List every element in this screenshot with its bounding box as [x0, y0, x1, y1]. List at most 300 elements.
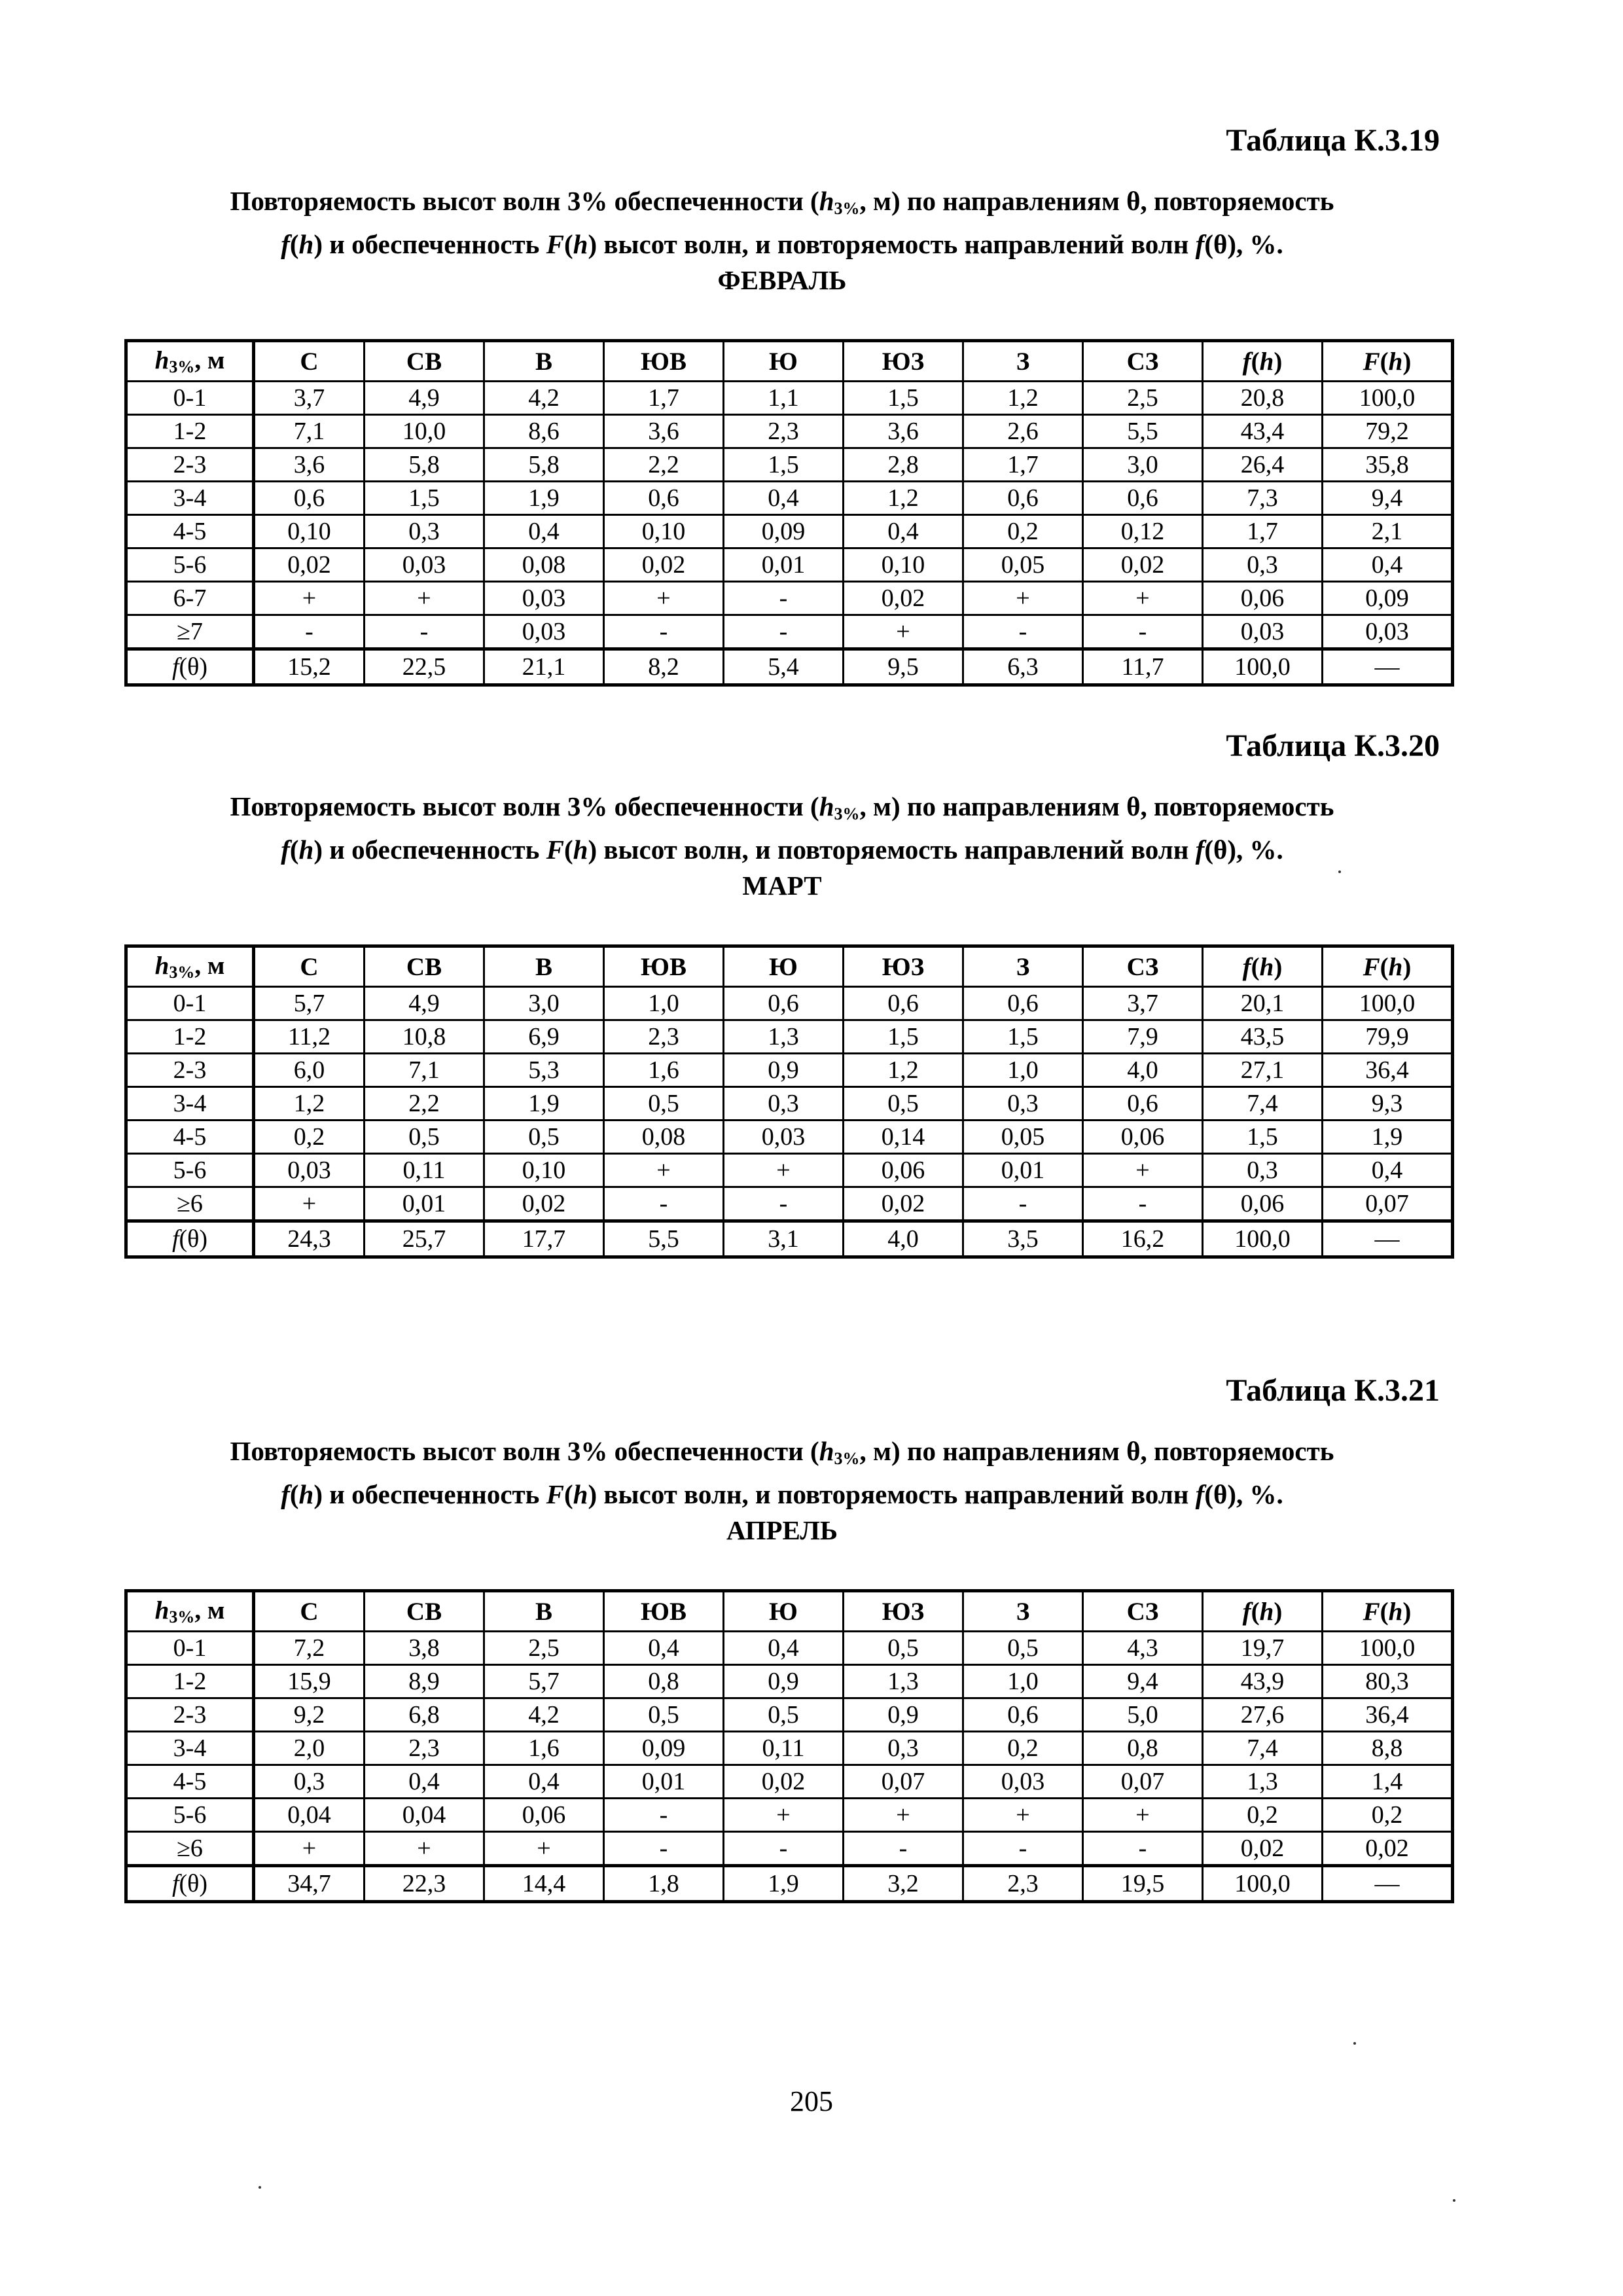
- table-cell: 1,5: [963, 1020, 1083, 1054]
- table-cell: 0,4: [1323, 1154, 1453, 1187]
- table-cell: 0,09: [604, 1732, 724, 1765]
- table-cell: 100,0: [1323, 987, 1453, 1020]
- table-cell: -: [844, 1832, 963, 1866]
- table-caption-line-1: Повторяемость высот волн 3% обеспеченности ($h_{3\%}$, м) по направлениям θ, повторяемость: [230, 186, 1334, 218]
- row-label: 3-4: [126, 1732, 254, 1765]
- table-cell: -: [963, 615, 1083, 649]
- table-row: [126, 1121, 1453, 1154]
- table-cell: 3,6: [254, 448, 365, 482]
- table-cell: 0,03: [365, 548, 484, 582]
- row-label: 3-4: [126, 1087, 254, 1121]
- table-cell: 100,0: [1323, 1632, 1453, 1665]
- footer-cell: 4,0: [844, 1221, 963, 1257]
- column-header: Ю: [724, 1591, 844, 1632]
- row-label: 4-5: [126, 515, 254, 548]
- table-cell: 0,5: [365, 1121, 484, 1154]
- table-row: [126, 548, 1453, 582]
- table-label: Таблица К.3.19: [1226, 123, 1440, 158]
- column-header: ЮВ: [604, 341, 724, 382]
- table-cell: 1,4: [1323, 1765, 1453, 1799]
- table-cell: 0,4: [484, 1765, 604, 1799]
- table-cell: 0,02: [484, 1187, 604, 1221]
- header-height-range: $h_{3\%}$, м: [126, 946, 254, 987]
- table-cell: 0,02: [604, 548, 724, 582]
- table-cell: 2,5: [1083, 382, 1203, 415]
- page-number: 205: [790, 2085, 833, 2117]
- header-height-range: $h_{3\%}$, м: [126, 341, 254, 382]
- table-cell: 10,0: [365, 415, 484, 448]
- footer-cell: 5,5: [604, 1221, 724, 1257]
- table-cell: 0,07: [844, 1765, 963, 1799]
- table-cell: 36,4: [1323, 1054, 1453, 1087]
- table-cell: 0,12: [1083, 515, 1203, 548]
- column-header: СЗ: [1083, 1591, 1203, 1632]
- column-header: F(h): [1323, 946, 1453, 987]
- footer-cell: 34,7: [254, 1866, 365, 1902]
- table-cell: 2,3: [724, 415, 844, 448]
- table-row: [126, 987, 1453, 1020]
- table-cell: 0,08: [604, 1121, 724, 1154]
- table-cell: 0,09: [1323, 582, 1453, 615]
- table-month: АПРЕЛЬ: [726, 1515, 838, 1545]
- table-cell: 0,6: [963, 482, 1083, 515]
- table-cell: 80,3: [1323, 1665, 1453, 1698]
- column-header: F(h): [1323, 341, 1453, 382]
- table-cell: -: [724, 582, 844, 615]
- table-block-k-3-20: [124, 726, 1440, 1259]
- table-cell: 0,11: [365, 1154, 484, 1187]
- table-cell: 0,2: [1323, 1799, 1453, 1832]
- table-row: [126, 1732, 1453, 1765]
- table-cell: +: [844, 615, 963, 649]
- table-cell: 8,8: [1323, 1732, 1453, 1765]
- column-header: СВ: [365, 1591, 484, 1632]
- table-label: Таблица К.3.21: [1226, 1373, 1440, 1408]
- table-cell: 7,2: [254, 1632, 365, 1665]
- table-cell: +: [724, 1154, 844, 1187]
- table-row: [126, 1187, 1453, 1221]
- table-cell: 0,06: [1203, 582, 1323, 615]
- row-label: 5-6: [126, 1799, 254, 1832]
- table-cell: +: [604, 582, 724, 615]
- footer-label: f(θ): [126, 649, 254, 685]
- table-cell: +: [365, 1832, 484, 1866]
- table-row: [126, 1054, 1453, 1087]
- row-label: 6-7: [126, 582, 254, 615]
- column-header: В: [484, 946, 604, 987]
- table-cell: 7,4: [1203, 1732, 1323, 1765]
- table-block-k-3-21: [124, 1371, 1440, 1903]
- table-cell: +: [365, 582, 484, 615]
- footer-cell: 24,3: [254, 1221, 365, 1257]
- table-row: [126, 1665, 1453, 1698]
- footer-cell: 2,3: [963, 1866, 1083, 1902]
- footer-cell: 25,7: [365, 1221, 484, 1257]
- table-cell: 1,1: [724, 382, 844, 415]
- table-cell: 0,01: [365, 1187, 484, 1221]
- table-cell: +: [963, 582, 1083, 615]
- table-cell: 1,5: [844, 1020, 963, 1054]
- table-cell: 0,6: [724, 987, 844, 1020]
- table-cell: -: [724, 1832, 844, 1866]
- row-label: 3-4: [126, 482, 254, 515]
- table-cell: 2,1: [1323, 515, 1453, 548]
- table-cell: 0,3: [1203, 1154, 1323, 1187]
- table-cell: 0,5: [844, 1087, 963, 1121]
- row-label: ≥7: [126, 615, 254, 649]
- footer-cell: 9,5: [844, 649, 963, 685]
- table-cell: 0,03: [724, 1121, 844, 1154]
- column-header: СВ: [365, 341, 484, 382]
- column-header: С: [254, 1591, 365, 1632]
- table-row: [126, 482, 1453, 515]
- table-cell: 0,2: [963, 1732, 1083, 1765]
- column-header: З: [963, 1591, 1083, 1632]
- table-cell: 0,2: [963, 515, 1083, 548]
- table-label: Таблица К.3.20: [1226, 728, 1440, 763]
- table-cell: 5,0: [1083, 1698, 1203, 1732]
- table-cell: 0,03: [1203, 615, 1323, 649]
- table-cell: 19,7: [1203, 1632, 1323, 1665]
- table-cell: 35,8: [1323, 448, 1453, 482]
- table-block-k-3-19: [124, 121, 1440, 687]
- table-cell: 0,4: [484, 515, 604, 548]
- table-month: ФЕВРАЛЬ: [717, 265, 847, 295]
- table-cell: +: [1083, 582, 1203, 615]
- table-cell: 1,0: [604, 987, 724, 1020]
- table-cell: 0,08: [484, 548, 604, 582]
- table-row: [126, 515, 1453, 548]
- footer-cell: 100,0: [1203, 1221, 1323, 1257]
- table-cell: 43,9: [1203, 1665, 1323, 1698]
- table-cell: 43,4: [1203, 415, 1323, 448]
- row-label: 2-3: [126, 1054, 254, 1087]
- footer-cell: —: [1323, 1221, 1453, 1257]
- table-cell: 0,2: [1203, 1799, 1323, 1832]
- table-cell: 20,1: [1203, 987, 1323, 1020]
- table-cell: 0,4: [844, 515, 963, 548]
- table-cell: +: [1083, 1799, 1203, 1832]
- table-cell: -: [1083, 1832, 1203, 1866]
- table-cell: +: [1083, 1154, 1203, 1187]
- table-cell: +: [254, 1832, 365, 1866]
- table-cell: 100,0: [1323, 382, 1453, 415]
- table-cell: 1,9: [1323, 1121, 1453, 1154]
- scan-speck: [1338, 870, 1341, 873]
- footer-cell: 19,5: [1083, 1866, 1203, 1902]
- table-cell: 0,5: [604, 1087, 724, 1121]
- table-cell: 0,14: [844, 1121, 963, 1154]
- table-cell: 1,3: [1203, 1765, 1323, 1799]
- table-cell: 4,0: [1083, 1054, 1203, 1087]
- footer-cell: 5,4: [724, 649, 844, 685]
- table-cell: 0,01: [963, 1154, 1083, 1187]
- table-cell: -: [604, 1187, 724, 1221]
- table-cell: 79,9: [1323, 1020, 1453, 1054]
- table-cell: 0,5: [724, 1698, 844, 1732]
- table-caption-line-1: Повторяемость высот волн 3% обеспеченности ($h_{3\%}$, м) по направлениям θ, повторяемость: [230, 791, 1334, 823]
- table-cell: 0,4: [604, 1632, 724, 1665]
- table-cell: 0,3: [365, 515, 484, 548]
- table-cell: 1,7: [1203, 515, 1323, 548]
- column-header: З: [963, 946, 1083, 987]
- table-cell: 0,10: [604, 515, 724, 548]
- table-cell: 10,8: [365, 1020, 484, 1054]
- table-cell: 3,7: [1083, 987, 1203, 1020]
- footer-cell: 16,2: [1083, 1221, 1203, 1257]
- table-cell: 1,3: [844, 1665, 963, 1698]
- table-cell: -: [724, 615, 844, 649]
- table-cell: 3,8: [365, 1632, 484, 1665]
- table-cell: 4,2: [484, 382, 604, 415]
- table-cell: 5,5: [1083, 415, 1203, 448]
- table-cell: 0,02: [724, 1765, 844, 1799]
- scan-speck: [259, 2186, 261, 2189]
- table-cell: +: [254, 1187, 365, 1221]
- table-cell: 4,9: [365, 382, 484, 415]
- row-label: 1-2: [126, 415, 254, 448]
- table-cell: 0,07: [1083, 1765, 1203, 1799]
- table-cell: -: [604, 1832, 724, 1866]
- table-cell: 0,9: [724, 1665, 844, 1698]
- table-cell: 0,02: [1203, 1832, 1323, 1866]
- footer-label: f(θ): [126, 1866, 254, 1902]
- table-cell: 7,9: [1083, 1020, 1203, 1054]
- table-cell: 2,3: [604, 1020, 724, 1054]
- footer-label: f(θ): [126, 1221, 254, 1257]
- table-cell: 0,05: [963, 1121, 1083, 1154]
- table-cell: 1,2: [254, 1087, 365, 1121]
- table-cell: 8,9: [365, 1665, 484, 1698]
- table-cell: 0,4: [365, 1765, 484, 1799]
- table-cell: 9,4: [1083, 1665, 1203, 1698]
- column-header: В: [484, 1591, 604, 1632]
- wave-height-table: [124, 944, 1454, 1259]
- table-cell: 0,10: [254, 515, 365, 548]
- table-cell: 4,2: [484, 1698, 604, 1732]
- table-cell: 0,01: [604, 1765, 724, 1799]
- table-cell: -: [604, 1799, 724, 1832]
- table-row: [126, 1698, 1453, 1732]
- footer-cell: 3,5: [963, 1221, 1083, 1257]
- table-cell: 0,03: [484, 615, 604, 649]
- table-cell: 0,5: [604, 1698, 724, 1732]
- table-cell: 0,8: [604, 1665, 724, 1698]
- table-cell: 9,3: [1323, 1087, 1453, 1121]
- table-cell: 0,6: [604, 482, 724, 515]
- table-cell: 0,9: [844, 1698, 963, 1732]
- table-cell: 1,2: [963, 382, 1083, 415]
- table-cell: 0,3: [1203, 548, 1323, 582]
- table-cell: 0,04: [365, 1799, 484, 1832]
- table-cell: 4,3: [1083, 1632, 1203, 1665]
- table-cell: 0,03: [254, 1154, 365, 1187]
- table-cell: 0,04: [254, 1799, 365, 1832]
- table-cell: 0,03: [484, 582, 604, 615]
- table-cell: 0,5: [844, 1632, 963, 1665]
- table-cell: +: [604, 1154, 724, 1187]
- table-cell: 0,06: [484, 1799, 604, 1832]
- footer-cell: 100,0: [1203, 649, 1323, 685]
- footer-cell: 22,3: [365, 1866, 484, 1902]
- table-cell: 2,2: [365, 1087, 484, 1121]
- row-label: 2-3: [126, 1698, 254, 1732]
- table-cell: 1,9: [484, 482, 604, 515]
- footer-cell: 21,1: [484, 649, 604, 685]
- row-label: ≥6: [126, 1832, 254, 1866]
- table-row: [126, 382, 1453, 415]
- table-cell: 1,0: [963, 1054, 1083, 1087]
- table-cell: 2,3: [365, 1732, 484, 1765]
- table-cell: 0,6: [1083, 1087, 1203, 1121]
- table-cell: 0,9: [724, 1054, 844, 1087]
- row-label: 5-6: [126, 548, 254, 582]
- footer-cell: 100,0: [1203, 1866, 1323, 1902]
- footer-row: [126, 1866, 1453, 1902]
- table-cell: 36,4: [1323, 1698, 1453, 1732]
- column-header: В: [484, 341, 604, 382]
- table-cell: 3,7: [254, 382, 365, 415]
- table-cell: 0,6: [1083, 482, 1203, 515]
- table-cell: -: [1083, 615, 1203, 649]
- table-caption-line-2: f(h) и обеспеченность F(h) высот волн, и повторяемость направлений волн f(θ), %.: [281, 1479, 1283, 1509]
- table-cell: 3,6: [604, 415, 724, 448]
- table-cell: 79,2: [1323, 415, 1453, 448]
- table-cell: 0,3: [963, 1087, 1083, 1121]
- table-cell: 4,9: [365, 987, 484, 1020]
- table-cell: +: [484, 1832, 604, 1866]
- table-cell: 5,8: [484, 448, 604, 482]
- table-cell: 0,03: [963, 1765, 1083, 1799]
- table-cell: 1,5: [365, 482, 484, 515]
- table-cell: 8,6: [484, 415, 604, 448]
- row-label: 4-5: [126, 1121, 254, 1154]
- table-cell: 0,4: [1323, 548, 1453, 582]
- table-cell: 7,1: [365, 1054, 484, 1087]
- footer-cell: 17,7: [484, 1221, 604, 1257]
- table-cell: 3,0: [1083, 448, 1203, 482]
- table-row: [126, 582, 1453, 615]
- table-cell: 0,02: [844, 1187, 963, 1221]
- table-cell: 0,02: [1083, 548, 1203, 582]
- column-header: С: [254, 946, 365, 987]
- table-cell: 9,2: [254, 1698, 365, 1732]
- wave-height-table: [124, 339, 1454, 687]
- column-header: f(h): [1203, 1591, 1323, 1632]
- table-cell: 0,05: [963, 548, 1083, 582]
- column-header: ЮВ: [604, 946, 724, 987]
- table-cell: 1,2: [844, 482, 963, 515]
- column-header: ЮВ: [604, 1591, 724, 1632]
- row-label: 4-5: [126, 1765, 254, 1799]
- table-cell: 27,1: [1203, 1054, 1323, 1087]
- table-cell: 9,4: [1323, 482, 1453, 515]
- table-cell: 6,8: [365, 1698, 484, 1732]
- table-cell: +: [724, 1799, 844, 1832]
- table-cell: 0,10: [844, 548, 963, 582]
- table-cell: -: [963, 1832, 1083, 1866]
- table-cell: +: [844, 1799, 963, 1832]
- table-cell: 0,6: [963, 987, 1083, 1020]
- table-cell: 7,3: [1203, 482, 1323, 515]
- table-cell: 0,11: [724, 1732, 844, 1765]
- column-header: СЗ: [1083, 341, 1203, 382]
- table-cell: 0,4: [724, 1632, 844, 1665]
- footer-cell: 1,9: [724, 1866, 844, 1902]
- footer-row: [126, 1221, 1453, 1257]
- row-label: 1-2: [126, 1020, 254, 1054]
- table-cell: 0,3: [254, 1765, 365, 1799]
- table-cell: 0,03: [1323, 615, 1453, 649]
- table-cell: 0,02: [844, 582, 963, 615]
- footer-cell: 14,4: [484, 1866, 604, 1902]
- table-cell: 0,6: [963, 1698, 1083, 1732]
- footer-cell: 11,7: [1083, 649, 1203, 685]
- table-cell: 1,7: [963, 448, 1083, 482]
- table-cell: 0,06: [1083, 1121, 1203, 1154]
- table-cell: 5,3: [484, 1054, 604, 1087]
- table-cell: 1,0: [963, 1665, 1083, 1698]
- table-cell: 0,06: [844, 1154, 963, 1187]
- table-cell: +: [254, 582, 365, 615]
- table-cell: 20,8: [1203, 382, 1323, 415]
- table-cell: 43,5: [1203, 1020, 1323, 1054]
- table-cell: 0,6: [844, 987, 963, 1020]
- table-cell: 0,2: [254, 1121, 365, 1154]
- table-cell: 0,02: [254, 548, 365, 582]
- table-cell: 3,6: [844, 415, 963, 448]
- footer-cell: 1,8: [604, 1866, 724, 1902]
- column-header: Ю: [724, 946, 844, 987]
- table-cell: 0,4: [724, 482, 844, 515]
- table-cell: 0,5: [484, 1121, 604, 1154]
- table-cell: 1,9: [484, 1087, 604, 1121]
- row-label: ≥6: [126, 1187, 254, 1221]
- table-cell: 0,09: [724, 515, 844, 548]
- row-label: 0-1: [126, 987, 254, 1020]
- table-cell: -: [724, 1187, 844, 1221]
- table-cell: 5,7: [254, 987, 365, 1020]
- table-row: [126, 415, 1453, 448]
- table-caption-line-2: f(h) и обеспеченность F(h) высот волн, и повторяемость направлений волн f(θ), %.: [281, 229, 1283, 259]
- table-cell: -: [1083, 1187, 1203, 1221]
- column-header: З: [963, 341, 1083, 382]
- scan-speck: [1353, 2042, 1356, 2045]
- table-row: [126, 615, 1453, 649]
- table-cell: 1,3: [724, 1020, 844, 1054]
- table-cell: 7,4: [1203, 1087, 1323, 1121]
- table-cell: -: [254, 615, 365, 649]
- footer-cell: 15,2: [254, 649, 365, 685]
- footer-cell: —: [1323, 649, 1453, 685]
- table-cell: 0,07: [1323, 1187, 1453, 1221]
- table-cell: 2,8: [844, 448, 963, 482]
- table-cell: 1,5: [1203, 1121, 1323, 1154]
- column-header: Ю: [724, 341, 844, 382]
- table-cell: 1,6: [604, 1054, 724, 1087]
- footer-cell: 8,2: [604, 649, 724, 685]
- table-cell: +: [963, 1799, 1083, 1832]
- column-header: ЮЗ: [844, 946, 963, 987]
- table-cell: 0,8: [1083, 1732, 1203, 1765]
- table-cell: 5,8: [365, 448, 484, 482]
- column-header: F(h): [1323, 1591, 1453, 1632]
- table-cell: 0,5: [963, 1632, 1083, 1665]
- table-caption-line-2: f(h) и обеспеченность F(h) высот волн, и повторяемость направлений волн f(θ), %.: [281, 834, 1283, 865]
- table-row: [126, 1799, 1453, 1832]
- table-row: [126, 1154, 1453, 1187]
- row-label: 0-1: [126, 1632, 254, 1665]
